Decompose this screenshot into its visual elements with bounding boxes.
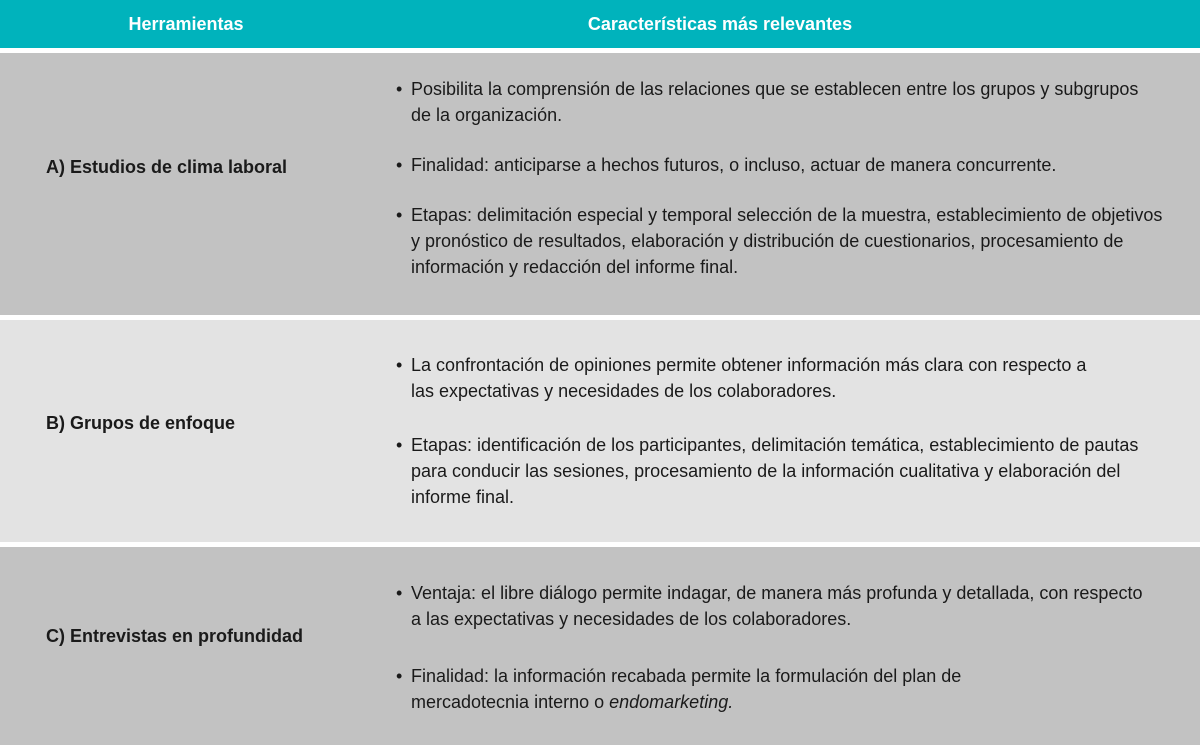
bullet-dot: • xyxy=(396,79,403,99)
characteristic-item xyxy=(396,352,1111,404)
tool-name: C) Entrevistas en profundidad xyxy=(46,626,304,646)
header-tools: Herramientas xyxy=(128,14,244,34)
table-header xyxy=(0,0,1200,48)
characteristic-item xyxy=(396,580,1156,632)
characteristic-text: Finalidad: anticiparse a hechos futuros, o incluso, actuar de manera concurrente. xyxy=(411,155,1057,175)
bullet-dot: • xyxy=(396,155,403,175)
characteristic-text: La confrontación de opiniones permite obtener información más clara con respecto a las expectativas y necesidades de los colaboradores. xyxy=(411,355,1087,401)
table-row-grupos-enfoque xyxy=(0,320,1200,542)
characteristic-item xyxy=(396,432,1171,510)
characteristic-item xyxy=(396,152,1191,178)
bullet-dot: • xyxy=(396,355,403,375)
characteristic-text: Posibilita la comprensión de las relaciones que se establecen entre los grupos y subgrupos de la organización. xyxy=(411,79,1139,125)
table-row-entrevistas xyxy=(0,547,1200,745)
bullet-dot: • xyxy=(396,666,403,686)
table-row-clima-laboral xyxy=(0,53,1200,315)
characteristic-text: Finalidad: la información recabada permite la formulación del plan de mercadotecnia interno o xyxy=(411,666,962,712)
characteristic-text: Ventaja: el libre diálogo permite indagar, de manera más profunda y detallada, con respecto a las expectativas y necesidades de los colaboradores. xyxy=(411,583,1143,629)
characteristic-text: Etapas: delimitación especial y temporal selección de la muestra, establecimiento de objetivos y pronóstico de resultados, elaboración y distribución de cuestionarios, procesamiento de información y redacción del informe final. xyxy=(411,205,1163,277)
tool-name: A) Estudios de clima laboral xyxy=(46,157,288,177)
bullet-dot: • xyxy=(396,583,403,603)
endomarketing-term: endomarketing. xyxy=(609,692,734,712)
characteristic-item xyxy=(396,202,1171,280)
bullet-dot: • xyxy=(396,205,403,225)
tool-name: B) Grupos de enfoque xyxy=(46,413,235,433)
bullet-dot: • xyxy=(396,435,403,455)
header-characteristics: Características más relevantes xyxy=(587,14,853,34)
characteristic-text: Etapas: identificación de los participantes, delimitación temática, establecimiento de pautas para conducir las sesiones, procesamiento de la información cualitativa y elaboración del informe final. xyxy=(411,435,1139,507)
characteristic-item xyxy=(396,76,1156,128)
characteristic-item xyxy=(396,663,1071,715)
